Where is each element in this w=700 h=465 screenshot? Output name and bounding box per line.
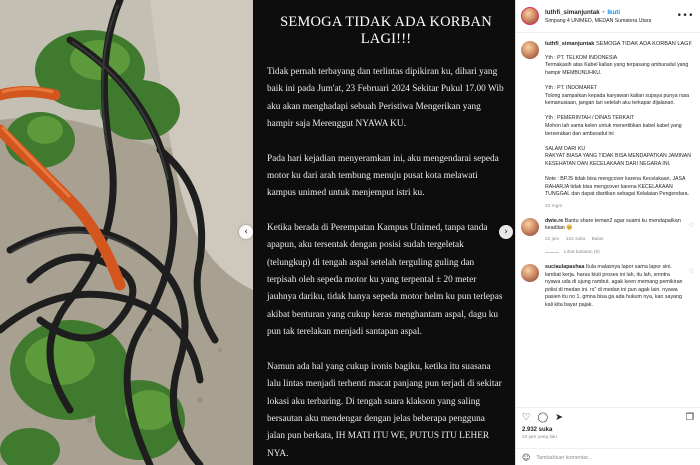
share-send-icon[interactable]: ➤: [555, 412, 564, 423]
card-paragraph: Tidak pernah terbayang dan terlintas dipikiran ku, dihari yang baik ini pada Jum'at, 23 Februari 2024 Sekitar Pukul 17.00 Wib aku akan menghadapi sebuah Peristiwa Mengerikan yang hampir saja Merenggut NYAWA KU.: [267, 67, 504, 130]
comment-item: [516, 255, 700, 310]
post-timestamp: 23 jam yang lalu: [522, 435, 557, 440]
cable-photo-illustration: [0, 0, 253, 465]
author-username[interactable]: luthfi_simanjuntak: [545, 8, 600, 16]
commenter-username[interactable]: dwie.re: [545, 217, 564, 224]
commenter-avatar[interactable]: [521, 218, 539, 236]
commenter-username[interactable]: suciaulapashaa: [545, 264, 585, 271]
caption: [516, 34, 700, 209]
post-header: [516, 0, 700, 33]
post-photo-tangled-cables: [0, 0, 253, 465]
caption-line: Yth : PT. INDOMARET: [545, 84, 598, 91]
caption-line: Yth : PEMERINTAH / DINAS TERKAIT: [545, 115, 635, 122]
author-avatar[interactable]: [521, 7, 539, 25]
comment-time: 22 jam: [545, 237, 560, 243]
caption-line: Yth : PT. TELKOM INDONESIA: [545, 54, 618, 61]
post-location[interactable]: Simpang 4 UNIMED, MEDAN Sumatera Utara: [545, 17, 652, 24]
carousel-next-button[interactable]: ›: [499, 225, 513, 239]
separator-dot: •: [602, 8, 605, 16]
more-options-icon[interactable]: •••: [676, 11, 694, 21]
add-comment-bar: [516, 448, 700, 465]
caption-time: 23 mgm: [545, 203, 563, 209]
caption-line: Termakasih atas Kabel kalian yang terpasang amburadul yang hampir MEMBUNUHKU.: [545, 62, 689, 76]
comment-input[interactable]: [536, 455, 686, 461]
view-replies-button[interactable]: Lihat balasan (9): [516, 242, 700, 255]
comment-item: [516, 209, 700, 242]
post-text-card: [253, 0, 515, 465]
comment-bubble-icon[interactable]: ◯: [537, 412, 549, 423]
emoji-icon[interactable]: ☺: [522, 453, 531, 462]
caption-line: Mohon lah sama kelen untuk menertibkan kabel kabel yang berserakan dan amburadul ini: [545, 122, 682, 137]
caption-line: Note : BPJS tidak bisa mengcover karena Kecelakaan, JASA RAHARJA tidak bisa mengcover karena KECELAKAAN TUNGGAL dan dapat diartikan sebagai Kelalaian Pengendara.: [545, 176, 689, 198]
comment-text: Bantu share teman2 agar suami ku mendapatkan keadilan 🥺: [545, 217, 681, 232]
caption-line: RAKYAT BIASA YANG TIDAK BISA MENDAPATKAN JAMINAN KESEHATAN DAN KECELAKAAN DARI NEGARA INI.: [545, 153, 691, 167]
comment-likes[interactable]: 134 suka: [565, 237, 586, 243]
follow-button[interactable]: Ikuti: [607, 8, 621, 16]
commenter-avatar[interactable]: [521, 264, 539, 282]
like-count[interactable]: 2.932 suka: [522, 427, 553, 433]
caption-line: Tolong sampaikan kepada karyawan kalian supaya punya rasa kemanusiaan, jangan lari setelah aku terkapar dijalanan.: [545, 92, 690, 107]
caption-username[interactable]: luthfi_simanjuntak: [545, 41, 595, 47]
post-footer: [516, 407, 700, 465]
caption-line: SALAM DARI KU: [545, 145, 586, 152]
comment-like-heart-icon[interactable]: ♡: [688, 268, 694, 276]
comment-like-heart-icon[interactable]: ♡: [688, 221, 694, 229]
post-info-panel: [515, 0, 700, 465]
carousel-prev-button[interactable]: ‹: [239, 225, 253, 239]
caption-avatar[interactable]: [521, 41, 539, 59]
card-title: SEMOGA TIDAK ADA KORBAN LAGI!!!: [280, 14, 492, 47]
caption-title: SEMOGA TIDAK ADA KORBAN LAGI!: [595, 41, 692, 47]
reply-button[interactable]: Balas: [591, 237, 604, 243]
card-paragraph: Pada hari kejadian menyeramkan ini, aku mengendarai sepeda motor ku dari arah tembung menuju pusat kota melawati kampus unimed untuk menjemput istri ku.: [267, 153, 499, 199]
like-heart-icon[interactable]: ♡: [522, 412, 531, 423]
card-paragraph: Namun ada hal yang cukup ironis bagiku, ketika itu suasana lalu lintas menjadi terhenti macat panjang pun terjadi di sekitar lokasi aku terbaring. Di tengah suara klakson yang saling bersautan aku mendengar dengan jelas beberapa pengguna jalan pun berkata, IH MATI ITU WE, PUTUS ITU LEHER NYA.: [267, 361, 502, 459]
action-bar: [516, 408, 700, 424]
card-paragraph: Ketika berada di Perempatan Kampus Unimed, tanpa tanda apapun, aku tersentak dengan posisi sudah tergeletak (telungkup) di tengah aspal setelah terguling guling dan terpisah oleh sepeda motor ku yang terpental ± 20 meter jauhnya dariku, tidak hanya sepeda motor helm ku pun terlepas akibat benturan yang cukup keras menghantam aspal, dagu ku pun tak terelakan menjadi santapan aspal.: [267, 222, 503, 338]
comments-scroll-area[interactable]: [516, 34, 700, 406]
save-bookmark-icon[interactable]: ❐: [685, 412, 694, 423]
comment-text: Itula malasnya lapor sama lapor sini. lambat kerja. harus kiuti proses ini lah, itu lah, smntra nyawa uda di ujung rambut. agak keen memang pemikiran polisi di medan ini. rs" di medan ini pun agak lain. nyawa pasien itu no 1. gmna bisa ga ada hukum nya, kan sayang kali kita bayar pajak.: [545, 264, 683, 309]
